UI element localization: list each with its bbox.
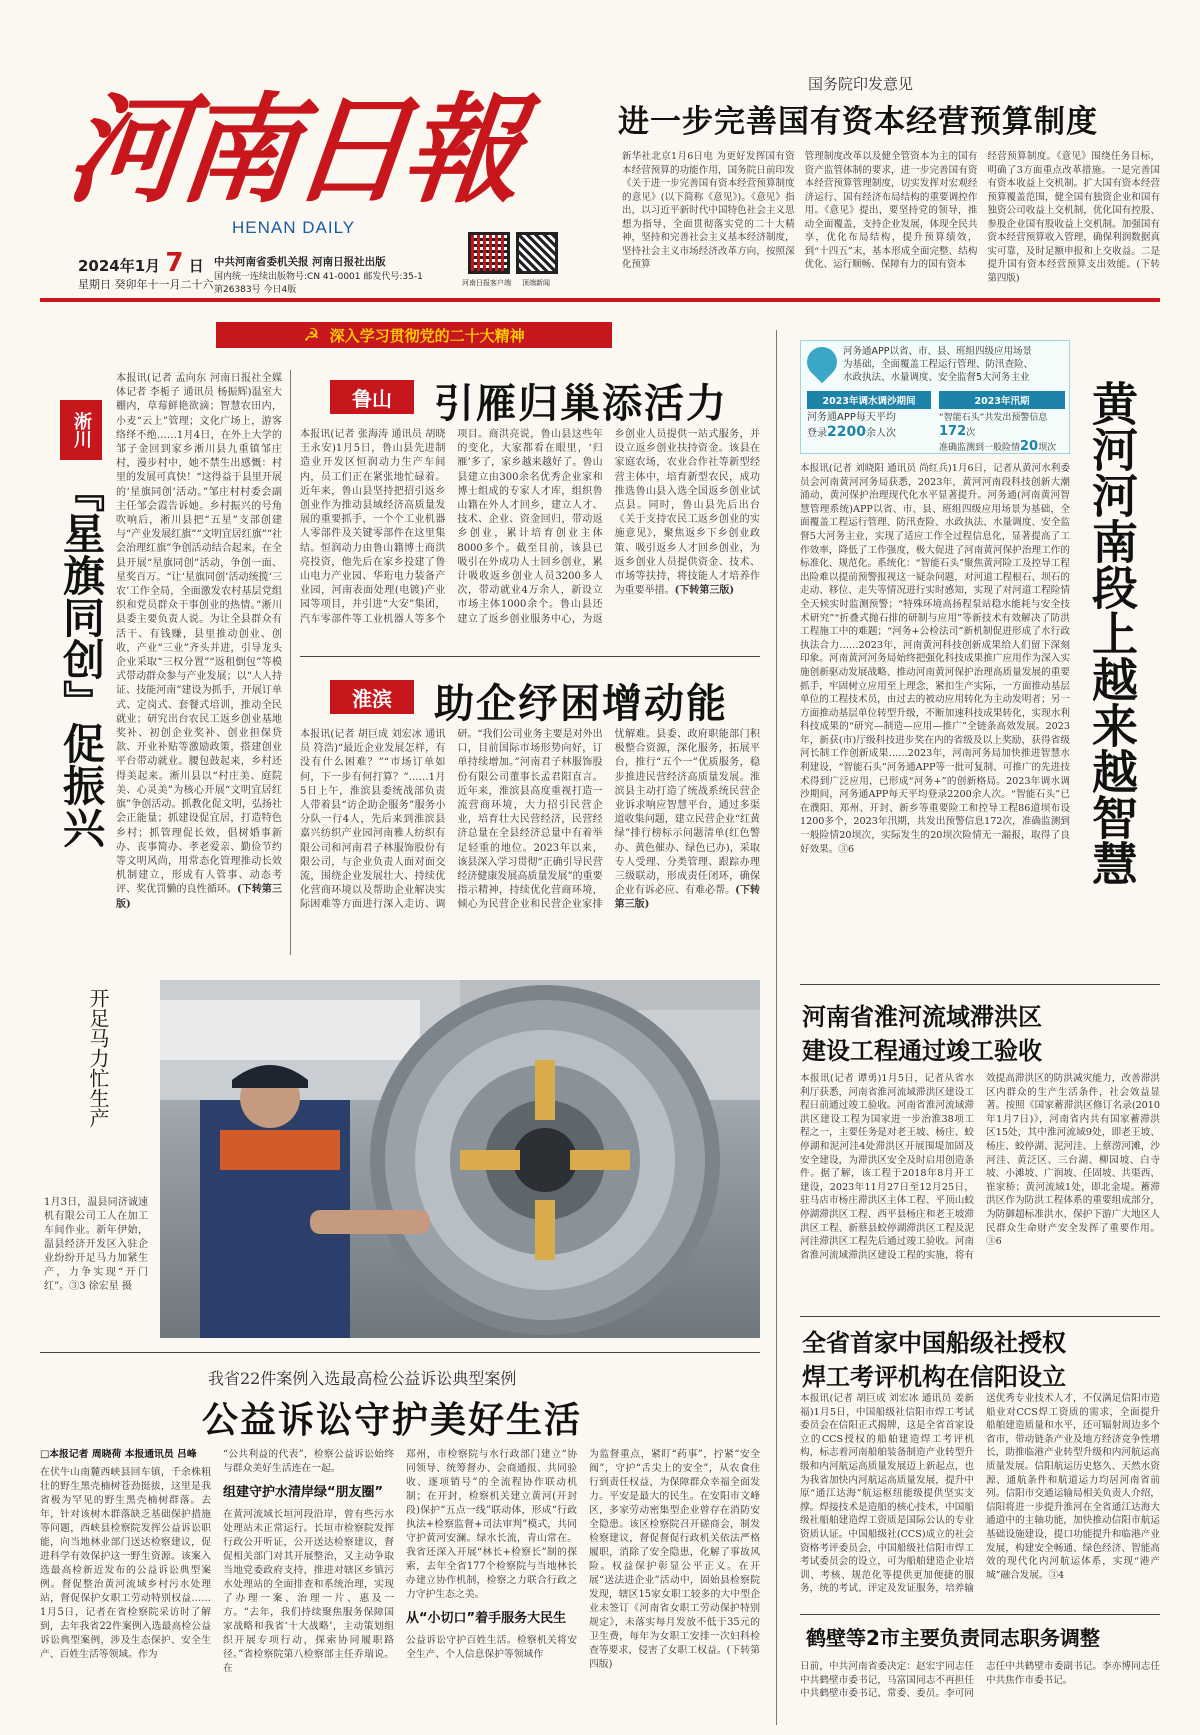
lushan-tag: 鲁山 [330,380,414,414]
stat2-number-b: 20 [1020,439,1039,454]
hebi-headline[interactable]: 鹤壁等2市主要负责同志职务调整 [806,1626,1100,1650]
ship-headline[interactable]: 全省首家中国船级社授权 焊工考评机构在信阳设立 [802,1329,1066,1391]
ship-body: 本报讯(记者 胡巨成 刘宏冰 通讯员 姜新福)1月5日，中国船级社信阳市焊工考试委员会在信阳正式揭牌，这是全省首家设立的CCS授权的船舶建造焊工考评机构，标志着河南船舶装备制造产业转型升级和内河航运高质量发展迈上新起点，也为我省加快内河航运高质量发展，提升中原“通江达海”航运枢纽能级提供坚实支撑。焊接技术是造船的核心技术，中国船级社船舶建造焊工资质是国际公认的专业资质认证。中国船级社(CCS)成立的社会资格考评委员会，中国船级社信阳市焊工考试委员会的设立，可为船舶建造企业培训、考核、规范化等提供更加便捷的服务，统的考试、评定及发证服务，培养输送优秀专业技术人才，不仅满足信阳市造船业对CCS焊工资质的需求，全面提升船舶建造质量和水平，还可辐射周边多个省市，带动链条产业及地方经济竞争性增长，助推临港产业转型升级和内河航运高质量发展。信阳航运历史悠久、天然水资源、通航条件和航道运力均居河南省前列。信阳市交通运输局相关负责人介绍，信阳将进一步提升淮河在全省通江达海大通道中的主轴功能，加快推动信阳市航运基础设施建设，提口功能提升和临港产业发展，构建安全畅通、绿色经济、智能高效的现代化内河航运体系，实现“港产城”融合发展。③4 [800,1393,1160,1595]
factory-photo[interactable] [160,980,760,1338]
masthead-title: 河南日報 [60,80,524,219]
gongyi-col-4: 为监督重点，紧盯“药事”，拧紧“安全阀”，守护“舌尖上的安全”，从农食住行到责任权益，为保障群众幸福全面发力。平安是最大的民生。在安阳市文峰区，多家劳动密集型企业曾存在消防安全隐患。该区检察院召开磋商会，制发检察建议，督促督促行政机关依法严格履职，消除了安全隐患，化解了事故风险。权益保护彰显公平正义。在开展“送法进企业”活动中，固始县检察院发现，辖区15家女职工较多的大中型企业未签订《河南省女职工劳动保护特别规定》，未落实每月发放不低于35元的卫生费，每年为女职工安排一次妇科检查等要求，侵害了女职工权益。(下转第四版) [589,1449,760,1670]
publisher: 中共河南省委机关报 河南日报社出版 [214,256,386,268]
huaihe-body: 本报讯(记者 谭勇)1月5日，记者从省水利厅获悉，河南省淮河流域滞洪区建设工程日前通过竣工验收。河南省淮河流域滞洪区建设工程为国家进一步治淮38项工程之一，主要任务是对老王坡、杨庄、蛟停湖和泥河洼4处滞洪区开展围堤加固及安全建设，为滞洪区安全及时启用创造条件。据了解，该工程于2018年8月开工建设，2023年11月27日至12月25日，驻马店市杨庄滞洪区主体工程、平顶山蛟停湖滞洪区工程、西平县杨庄和老王坡滞洪区工程、新蔡县蛟停湖滞洪区工程及泥河洼滞洪区工程先后通过竣工验收。河南省淮河流域滞洪区建设工程的实施，将有效提高滞洪区的防洪减灾能力，改善滞洪区内群众的生产生活条件，社会效益显著。按照《国家蓄滞洪区修订名录(2010年1月7日)》，河南省内共有国家蓄滞洪区15处，其中淮河流域9处，即老王坡、杨庄、蛟停湖、泥河洼、上蔡涝河滩，沙河洼、黄泛区、三台湖、柳园坡、白寺坡、小滩坡、广润坡、任固坡、共渠西、崔家桥；黄河流域1处，即北金堤。蓄滞洪区作为防洪工程体系的重要组成部分，为防御超标准洪水、保护下游广大地区人民群众生命财产安全发挥了重要作用。③6 [800,1073,1160,1261]
masthead-subtitle: HENAN DAILY [232,218,356,237]
photo-illustration [160,980,760,1338]
qr2-label: 顶端新闻 [522,279,550,287]
weekday: 星期日 癸卯年十一月二十六 [78,278,214,291]
qr-code-news[interactable] [516,232,558,274]
huaibin-tag: 淮滨 [330,680,414,714]
stat2-body: “智能石头”共发出预警信息172次 准确监测到一般险情20坝次 [939,413,1057,454]
stat1-body: 河务通APP每天平均 登录2200余人次 [807,412,896,440]
gongyi-col-2: “公共利益的代表”，检察公益诉讼始终与群众美好生活连在一起。 [223,1449,394,1474]
water-body: 本报讯(记者 刘晓阳 通讯员 尚红兵)1月6日，记者从黄河水利委员会河南黄河河务局获悉，2023年，黄河河南段科技创新大潮涌动，黄河保护治理现代化水平显著提升。河务通(河南黄河智慧管理系统)APP以省、市、县、班组四级应用场景为基础，全面覆盖工程运行管理、防汛查险、水政执法、水量调度、安全监督5大河务主业，实现了适应工作全过程信息化，显著提高了工作效率，降低了工作强度，极大促进了河南黄河保护治理工作的标准化、规范化。系统化：“智能石头”聚焦黄河险工及控导工程出险难以提前预警报视这一疑杂问题，对河道工程根石、坝石的走动、移位、走失等情况进行实时感知，实现了对河道工程险情全天候实时监测预警；“特殊环境高扬程泵站稳水能耗与安全技术研究”“折叠式抛石排的研制与应用”等新技术有效解决了防洪工程施工中的难题；“河务+公检法司”新机制促进形成了水行政执法合力……2023年，河南黄河科技创新成果给人们留下深刻印象。河南黄河河务局始终把强化科技成果推广应用作为深入实施创新驱动发展战略、推动河南黄河保护治理高质量发展的重要抓手，牢固树立应用至上理念，紧扣生产实际，一方面推动基层单位的工程技术员，由过去的被动应用转化为主动发明者；另一方面推动基层单位转型升级，不断加速科技成果转化，实现水利科技成果的“研究—制造—应用—推广”全链条高效发展。2023年，新获(市)厅级科技进步奖在内的省级及以上奖励，获得省级河长制工作创新成果……2023年，河南河务局加快推进智慧水利建设，“智能石头”河务通APP等一批可复制、可推广的先进技术得到广泛应用，已形成“河务+”的创新格局。2023年调水调沙期间，河务通APP每天平均登录2200余人次。“智能石头”已在濮阳、郑州、开封、新乡等重要险工和控导工程86道坝布设1200多个，2023年汛期，共发出预警信息172次，准确监测到一般险情20坝次，实际发生的20坝次险情无一漏报，取得了良好效果。③6 [800,463,1070,855]
photo-caption: 1月3日，温县同济诚速机有限公司工人在加工车间作业。新年伊始，温县经济开发区入驻企业纷纷开足马力加紧生产，力争实现“开门红”。③3 徐宏星 摄 [44,1197,148,1292]
lushan-headline[interactable]: 引雁归巢添活力 [434,381,728,427]
date-suffix: 日 [188,257,204,275]
issue-number: 第26383号 今日4版 [214,285,297,295]
xichuan-more: (下转第三版) [116,884,282,910]
qr-code-app[interactable] [468,232,510,274]
date-line [78,248,204,278]
cn-number: 国内统一连续出版物号:CN 41-0001 邮发代号:35-1 [214,272,423,282]
stat2-number-a: 172 [939,424,967,439]
masthead [40,70,630,300]
huaibin-body: 本报讯(记者 胡巨成 刘宏冰 通讯员 符浩)“最近企业发展怎样，有没有什么困难？”“市场订单如何，下一步有何打算？”……1月5日上午，淮滨县委统战部负责人带着县“访企助企服务”服务小分队一行4人，先后来到淮滨县嘉兴纺织产业园河南雅人纺织有限公司和河南君子林服饰股份有限公司，与企业负责人面对面交流，围绕企业发展壮大、持续优化营商环境以及帮助企业解决实际困难等方面进行深入走访、调研。“我们公司业务主要是对外出口，目前国际市场形势向好，订单持续增加。”河南君子林服饰股份有限公司董事长孟君阳直言。近年来，淮滨县高度重视打造一流营商环境，大力招引民营企业，培育壮大民营经济，民营经济总量在全县经济总量中有着举足轻重的地位。2023年以来，该县深入学习贯彻“正确引导民营经济健康发展高质量发展”的重要指示精神，持续优化营商环境，倾心为民营企业和民营企业家排忧解难。县委、政府职能部门积极整合资源，深化服务，拓展平台，推行“五个一”优质服务，稳步推进民营经济高质量发展。淮滨县主动打造了统战系统民营企业诉求响应智慧平台，通过多渠道收集问题，建立民营企业“红黄绿”排行榜标示问题清单(红色警办、黄色催办、绿色已办)，采取专人受理、分类管理、跟踪办理三级联动，形成责任闭环，确保企业有诉必应、有难必帮。(下转第三版) [300,729,760,911]
photo-side-panel [40,980,150,1340]
photo-side-title: 开足马力忙生产 [86,988,110,1128]
lushan-body: 本报讯(记者 张海涛 通讯员 胡晓 王永安)1月5日，鲁山县先进制造业开发区恒润动力生产车间内，员工们正在紧张地忙碌着。近年来，鲁山县坚持把招引返乡创业作为推动县域经济高质量发展的重要抓手，一个个工业机器人零部件及关键零部件在这里集结。恒润动力由鲁山籍博士商洪亮投资，他先后在家乡投建了鲁山电力产业园、华珩电力装备产业园，河南表面处理(电镀)产业园等项目，并引进“大安”集团，汽车零部件等工业机器人等多个项目。商洪亮说，鲁山县这些年的变化，大家都看在眼里，‘归雁’多了，家乡越来越好了。鲁山县建立由300余名优秀企业家和博士组成的专家人才库，组织鲁山籍在外人才回乡，建立人才、技术、企业、资金回归，带动返乡创业，累计培育创业主体8000多个。截至目前，该县已吸引在外成功人士回乡创业，累计吸收返乡创业人员3200多人次，带动就业4万余人，新设立市场主体1000余个。鲁山县还建立了返乡创业服务中心，为返乡创业人员提供一站式服务，并设立返乡创业扶持资金。该县在家庭农场，农业合作社等新型经营主体中，培育新型农民，成功推选鲁山县入选全国返乡创业试点县。同时，鲁山县先后出台《关于支持农民工返乡创业的实施意见》，聚焦返乡下乡创业政策、吸引返乡人才回乡创业，为返乡创业人员提供资金、技术、市场等扶持，将技能人才培养作为重要举措。(下转第三版) [300,429,760,625]
lead-body [622,150,1160,290]
gongyi-subhead-2: 从“小切口”着手服务大民生 [406,1611,567,1626]
gongyi-body [40,1448,760,1728]
stat1-title: 2023年调水调沙期间 [807,391,931,409]
lushan-more: (下转第三版) [674,585,735,597]
party-banner [216,322,612,348]
water-badge-line1: 河务通APP以省、市、县、班组四级应用场景 [843,346,1032,357]
water-badge-line3: 水政执法、水量调度、安全监督5大河务主业 [843,372,1030,383]
gongyi-kicker: 我省22件案例入选最高检公益诉讼典型案例 [208,1369,517,1388]
water-drop-icon [801,341,843,383]
masthead-rule [40,298,1160,302]
lead-col-2: 管理制度改革以及健全管资本为主的国有资产监管体制的要求，进一步完善国有资本经营预算管理制度，切实发挥对宏观经济运行、国有经济布局结构的重要调控作用。《意见》提出，要坚持党的领导，推动全面覆盖，支持企业发展，体现全民共享，优化布局结构，提升预算绩效，到“十四五”末，基本形成全面完整、结构优化、运行顺畅、保障有力的国有资本 [804,151,978,270]
lead-headline[interactable]: 进一步完善国有资本经营预算制度 [618,104,1098,140]
gongyi-col-3b: 公益诉讼守护百姓生活。检察机关将安全生产、个人信息保护等领域作 [406,1635,577,1660]
stat2-title: 2023年汛期 [939,391,1065,409]
gongyi-col-2b: 在黄河流域长垣河段沿岸，曾有些污水处理站未正常运行。长垣市检察院发挥行政公开听证，公开送达检察建议，督促相关部门对其开展整治，又主动争取当地党委政府支持，推进对辖区乡镇污水处理站的全面排查和系统治理，实现了办理一案、治理一片、惠及一方。“去年，我们持续聚焦服务保障国家战略和我省‘十大战略’，主动策划组织开展专项行动，探索协同履职路径。”省检察院第八检察部主任乔瑞说。在 [223,1509,394,1674]
water-infobox [800,340,1070,454]
gongyi-subhead-1: 组建守护水清岸绿“朋友圈” [223,1485,384,1500]
water-headline[interactable]: 黄河河南段上越来越智慧 [1085,380,1139,886]
lead-col-1: 新华社北京1月6日电 为更好发挥国有资本经营预算的功能作用，国务院日前印发《关于进一步完善国有资本经营预算制度的意见》(以下简称《意见》)。《意见》指出，以习近平新时代中国特色社会主义思想为指导，全面贯彻落实党的二十大精神，坚持和完善社会主义基本经济制度，坚持社会主义市场经济改革方向，按照深化预算 [622,151,795,270]
date-day: 7 [165,248,184,278]
lead-kicker: 国务院印发意见 [808,75,914,93]
gongyi-col-1: 在伏牛山南麓西峡县回车镇，千余株粗壮的野生黑壳楠树苍劲挺拔，这里是我省极为罕见的野生黑壳楠树群落。去年，针对该树木群落缺乏基础保护措施等问题，西峡县检察院发挥公益诉讼职能，向当地林业部门送达检察建议，促进科学有效保护这一野生资源。该案入选最高检新近发布的公益诉讼典型案例。督促整治黄河流域乡村污水处理站，督促保护女职工劳动特别权益……1月5日，记者在省检察院采访时了解到，去年我省22件案例入选最高检公益诉讼典型案例，涉及生态保护、安全生产、百姓生活等领域。作为 [40,1467,211,1660]
xichuan-body: 本报讯(记者 孟向东 河南日报社全媒体记者 李栀子 通讯员 杨振辉)温室大棚内，草莓鲜艳欲滴；智慧农田内，小麦“云上”管理；文化广场上，游客络绎不绝……1月4日，在外上大学的邹子金回到家乡淅川县九重镇邹庄村，漫步村中，她不禁生出感慨：村里的发展可真快！“这得益于县里开展的‘星旗同创’活动。”邹庄村村委会副主任邹会霞告诉她。乡村振兴的号角吹响后，淅川县把“五星”支部创建与“产业发展红旗”“文明宜居红旗”“社会治理红旗”争创活动结合起来，在全县开展“星旗同创”活动，争创一面、星奖百万。“让‘星旗同创’活动统揽‘三农’工作全局，全面激发农村基层党组织和党员群众干事创业的热情。”淅川县委主要负责人说。为让全县群众有活干、有钱赚，县里推动创业、创收，产业“三业”齐头并进，引导龙头企业采取“三权分置”“返租倒包”等模式带动群众参与产业发展；以“人人持证、技能河南”建设为抓手，开展订单式、定岗式、套餐式培训，推动全民就业；研究出台农民工返乡创业基地奖补、初创企业奖补、创业担保贷款、开业补贴等激励政策，搭建创业平台带动就业。腰包鼓起来，乡村还得美起来。淅川县以“村庄美、庭院美、心灵美”为核心开展“文明宜居红旗”争创活动。抓教化促文明，弘扬社会正能量；抓建设促宜居，打造特色乡村；抓管理促长效，倡树婚事新办、丧事简办、孝老爱亲、勤俭节约等文明风尚，用常态化管理推动长效机制建立，形成有人管事、动态考评、奖优罚懒的良性循环。(下转第三版) [116,373,282,910]
xichuan-tag: 淅川 [60,400,102,460]
hebi-body: 日前，中共河南省委决定：赵宏宇同志任中共鹤壁市委书记，马富国同志不再担任中共鹤壁市委书记、常委、委员。李可同志任中共鹤壁市委副书记。李亦博同志任中共焦作市委书记。 [800,1661,1160,1700]
xichuan-headline[interactable]: 『星旗同创』促振兴 [57,470,106,848]
qr1-label: 河南日报客户端 [462,279,511,287]
huaihe-headline[interactable]: 河南省淮河流域滞洪区 建设工程通过竣工验收 [802,1003,1042,1065]
banner-text: 深入学习贯彻党的二十大精神 [329,326,525,345]
party-emblem-icon: ☭ [303,324,320,346]
huaibin-more: (下转第三版) [614,885,760,911]
date-prefix: 2024年1月 [78,257,161,275]
stat1-number: 2200 [827,424,866,440]
water-badge-line2: 为基础，全面覆盖工程运行管理、防汛查险、 [843,359,1034,370]
huaibin-headline[interactable]: 助企纾困增动能 [434,681,728,727]
gongyi-headline[interactable]: 公益诉讼守护美好生活 [202,1400,583,1441]
gongyi-byline: □本报记者 周晓荷 本报通讯员 吕峰 [40,1449,197,1460]
lead-col-3: 经营预算制度。《意见》围绕任务目标，明确了3方面重点改革措施。一是完善国有资本收益上交机制。扩大国有资本经营预算覆盖范围，健全国有独资企业和国有独资公司收益上交机制，优化国有控股、参股企业国有股收益上交机制。加强国有资本经营预算收入管理，确保利润数据真实可靠，及时足额申报和上交收益。二是提升国有资本经营预算支出效能。(下转第四版) [987,151,1160,284]
gongyi-col-3: 郑州，市检察院与水行政部门建立“协同领导、统筹督办、会商通报、共同验收、逐项销号”的全流程协作联动机制；在开封，检察机关建立黄河(开封段)保护“五点一线”联动体，形成“行政执法+检察监督+司法审判”模式，共同守护黄河安澜。绿水长流，青山常在。我省还深入开展“林长+检察长”制的探索，去年全省177个检察院与当地林长办建立协作机制，检察之力联合行政之力守护生态之美。 [406,1449,577,1600]
